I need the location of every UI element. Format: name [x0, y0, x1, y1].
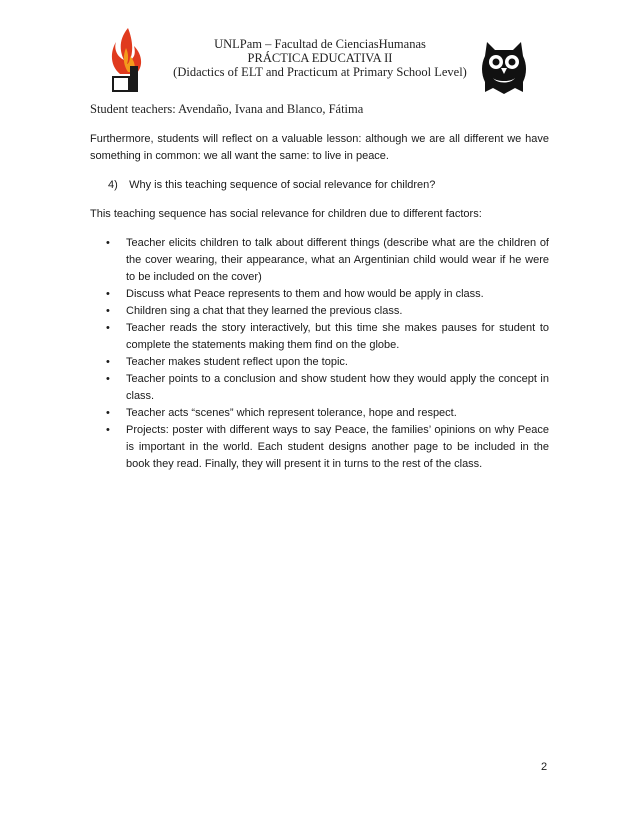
list-item: • Children sing a chat that they learned the previous class.: [90, 303, 549, 320]
university-flame-logo: [108, 26, 152, 96]
list-item: • Teacher makes student reflect upon the topic.: [90, 354, 549, 371]
bullet-icon: •: [106, 237, 110, 249]
page-number: 2: [541, 761, 548, 773]
question-text: Why is this teaching sequence of social relevance for children?: [129, 179, 436, 191]
list-item: • Teacher reads the story interactively, but this time she makes pauses for student to complete the statements making them find on the globe.: [106, 322, 549, 351]
header-course: PRÁCTICA EDUCATIVA II: [247, 51, 393, 65]
bullet-icon: •: [106, 373, 110, 385]
list-item: • Teacher acts “scenes” which represent tolerance, hope and respect.: [90, 405, 549, 422]
paragraph-reflection: Furthermore, students will reflect on a valuable lesson: although we are all different we have something in common: we all want the same: to live in peace.: [90, 133, 549, 162]
bullet-icon: •: [106, 322, 110, 334]
factors-list: [90, 235, 549, 473]
student-teachers-line: Student teachers: Avendaño, Ivana and Blanco, Fátima: [90, 102, 364, 116]
bullet-icon: •: [106, 424, 110, 436]
list-item: • Teacher elicits children to talk about different things (describe what are the children of the cover wearing, their appearance, what an Argentinian child would wear if he were to be included on the cover): [106, 237, 549, 283]
header-subtitle: (Didactics of ELT and Practicum at Primary School Level): [173, 65, 467, 79]
document-header: [150, 37, 490, 79]
list-item: • Discuss what Peace represents to them and how would be apply in class.: [90, 286, 549, 303]
header-institution: UNLPam – Facultad de CienciasHumanas: [214, 37, 426, 51]
bullet-icon: •: [106, 407, 110, 419]
list-item: • Teacher points to a conclusion and show student how they would apply the concept in class.: [106, 373, 549, 402]
bullet-icon: •: [106, 356, 110, 368]
bullet-icon: •: [106, 305, 110, 317]
question-number: 4): [108, 179, 118, 191]
intro-paragraph: This teaching sequence has social relevance for children due to different factors:: [90, 208, 482, 220]
main-content: [90, 131, 549, 473]
bullet-icon: •: [106, 288, 110, 300]
owl-logo: [479, 40, 529, 96]
list-item: • Projects: poster with different ways to say Peace, the families’ opinions on why Peace is important in the world. Each student designs another page to be included in the book they read. Finally, they will present it in turns to the rest of the class.: [106, 424, 549, 470]
question-item: [108, 177, 549, 194]
